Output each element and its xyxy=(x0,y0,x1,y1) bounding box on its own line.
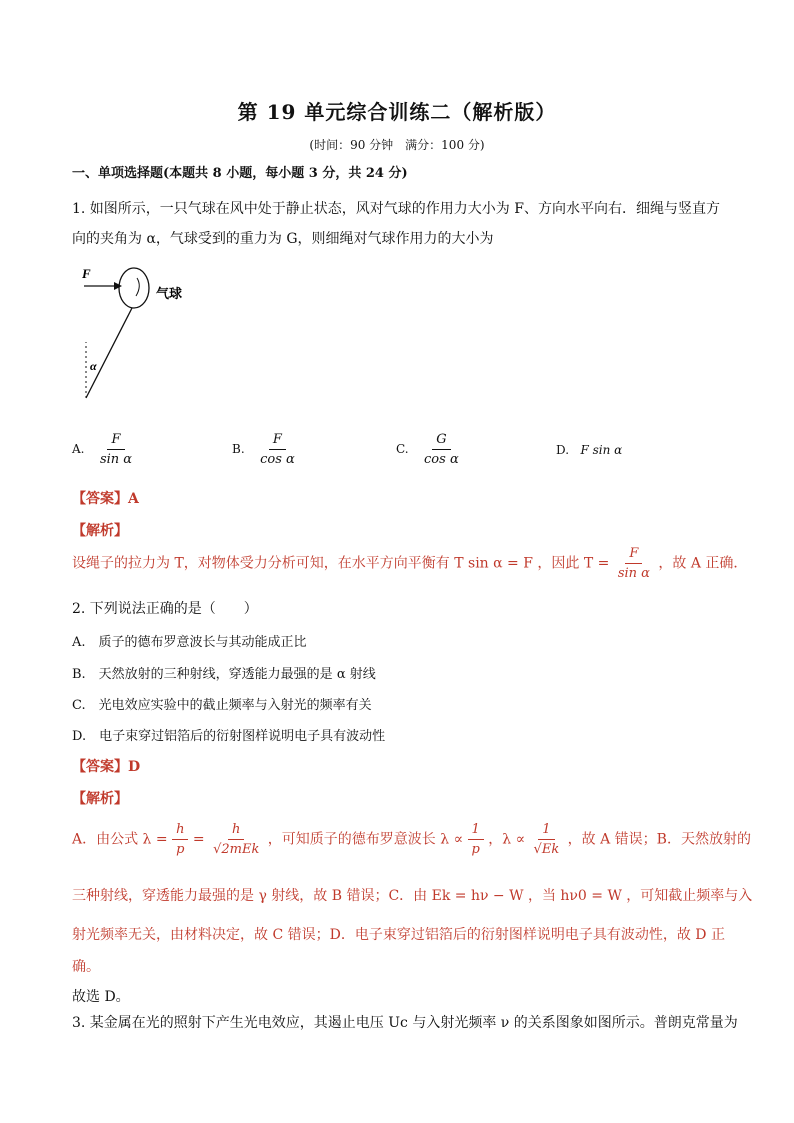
option-fraction xyxy=(256,432,299,467)
q1-option-b[interactable] xyxy=(232,432,299,467)
numerator: F xyxy=(625,546,642,564)
analysis-a-mid: ，可知质子的德布罗意波长 λ ∝ xyxy=(267,831,464,848)
q2-analysis-line3: 射光频率无关，由材料决定，故 C 错误；D．电子束穿过铝箔后的衍射图样说明电子具有波动性，故 D 正 xyxy=(72,927,725,943)
denominator: p xyxy=(176,841,185,857)
numerator: 1 xyxy=(538,822,554,840)
analysis-fraction xyxy=(614,546,654,581)
rope-line xyxy=(86,308,132,398)
force-label: F xyxy=(82,266,91,281)
denominator: √2mEk xyxy=(213,841,260,857)
option-letter: A. xyxy=(72,442,85,457)
analysis-tag: 【解析】 xyxy=(72,523,128,539)
q2-option-b[interactable]: B. 天然放射的三种射线，穿透能力最强的是 α 射线 xyxy=(72,667,376,682)
proportional-fraction-2 xyxy=(530,822,564,857)
option-text: F sin α xyxy=(580,443,623,457)
q1-option-d[interactable] xyxy=(556,443,622,457)
balloon-label: 气球 xyxy=(156,287,183,302)
analysis-a-mid2: ，λ ∝ xyxy=(488,831,526,848)
section-heading: 一、单项选择题(本题共 8 小题，每小题 3 分，共 24 分) xyxy=(72,166,408,181)
force-arrow-head xyxy=(114,282,122,290)
numerator: 1 xyxy=(468,822,484,840)
q1-option-a[interactable] xyxy=(72,432,136,467)
lambda-fraction-1 xyxy=(172,822,188,857)
q1-stem-line2: 向的夹角为 α，气球受到的重力为 G，则细绳对气球作用力的大小为 xyxy=(72,231,494,247)
q1-answer xyxy=(72,488,139,508)
analysis-part2: ，故 A 正确． xyxy=(658,555,748,572)
q1-stem-line1: 1. 如图所示，一只气球在风中处于静止状态，风对气球的作用力大小为 F、方向水平向右．细绳与竖直方 xyxy=(72,201,720,217)
denominator: p xyxy=(471,841,480,857)
analysis-tag: 【解析】 xyxy=(72,791,128,807)
option-letter: B. xyxy=(232,442,245,457)
q2-option-c[interactable]: C. 光电效应实验中的截止频率与入射光的频率有关 xyxy=(72,698,372,713)
balloon-figure xyxy=(76,264,206,404)
q2-option-a[interactable]: A. 质子的德布罗意波长与其动能成正比 xyxy=(72,635,307,650)
q1-option-c[interactable] xyxy=(396,432,463,467)
denominator: sin α xyxy=(99,451,133,467)
q2-analysis-tag xyxy=(72,788,128,808)
analysis-a-pre: A．由公式 λ = xyxy=(72,831,168,848)
proportional-fraction-1 xyxy=(468,822,484,857)
option-fraction xyxy=(420,432,463,467)
option-letter: D. xyxy=(556,443,570,457)
answer-value: D xyxy=(128,759,141,775)
q2-analysis-line4: 确。 xyxy=(72,959,100,975)
angle-label: α xyxy=(90,359,97,373)
exam-time-info: (时间：90 分钟 满分：100 分) xyxy=(309,138,485,152)
q2-conclusion: 故选 D。 xyxy=(72,989,130,1005)
page-title: 第 19 单元综合训练二（解析版） xyxy=(237,100,557,124)
balloon-highlight xyxy=(136,278,139,296)
option-letter: C. xyxy=(396,442,409,457)
q2-option-d[interactable]: D. 电子束穿过铝箔后的衍射图样说明电子具有波动性 xyxy=(72,729,386,744)
answer-tag: 【答案】 xyxy=(72,759,128,775)
numerator: G xyxy=(432,432,450,450)
q3-stem: 3. 某金属在光的照射下产生光电效应，其遏止电压 Uc 与入射光频率 ν 的关系图象如图所示。普朗克常量为 xyxy=(72,1015,738,1031)
numerator: F xyxy=(107,432,124,450)
option-fraction xyxy=(96,432,136,467)
analysis-part1: 设绳子的拉力为 T，对物体受力分析可知，在水平方向平衡有 T sin α = F ，因此 T = xyxy=(72,555,610,572)
equals-sign: = xyxy=(192,831,205,848)
lambda-fraction-2 xyxy=(209,822,263,857)
numerator: F xyxy=(269,432,286,450)
analysis-a-post: ，故 A 错误；B．天然放射的 xyxy=(567,831,751,848)
answer-tag: 【答案】 xyxy=(72,491,128,507)
denominator: cos α xyxy=(260,451,295,467)
q2-answer xyxy=(72,756,140,776)
q2-analysis-line1 xyxy=(72,822,751,857)
answer-value: A xyxy=(128,491,139,507)
denominator: √Ek xyxy=(533,841,560,857)
numerator: h xyxy=(228,822,244,840)
denominator: cos α xyxy=(424,451,459,467)
q2-stem: 2. 下列说法正确的是（ ） xyxy=(72,601,258,617)
q2-analysis-line2: 三种射线，穿透能力最强的是 γ 射线，故 B 错误；C．由 Ek = hν − W ，当 hν0 = W ，可知截止频率与入 xyxy=(72,888,753,904)
balloon-shape xyxy=(119,268,149,308)
denominator: sin α xyxy=(617,565,650,581)
q1-analysis-text xyxy=(72,546,747,581)
q1-analysis-tag xyxy=(72,520,128,540)
numerator: h xyxy=(172,822,188,840)
